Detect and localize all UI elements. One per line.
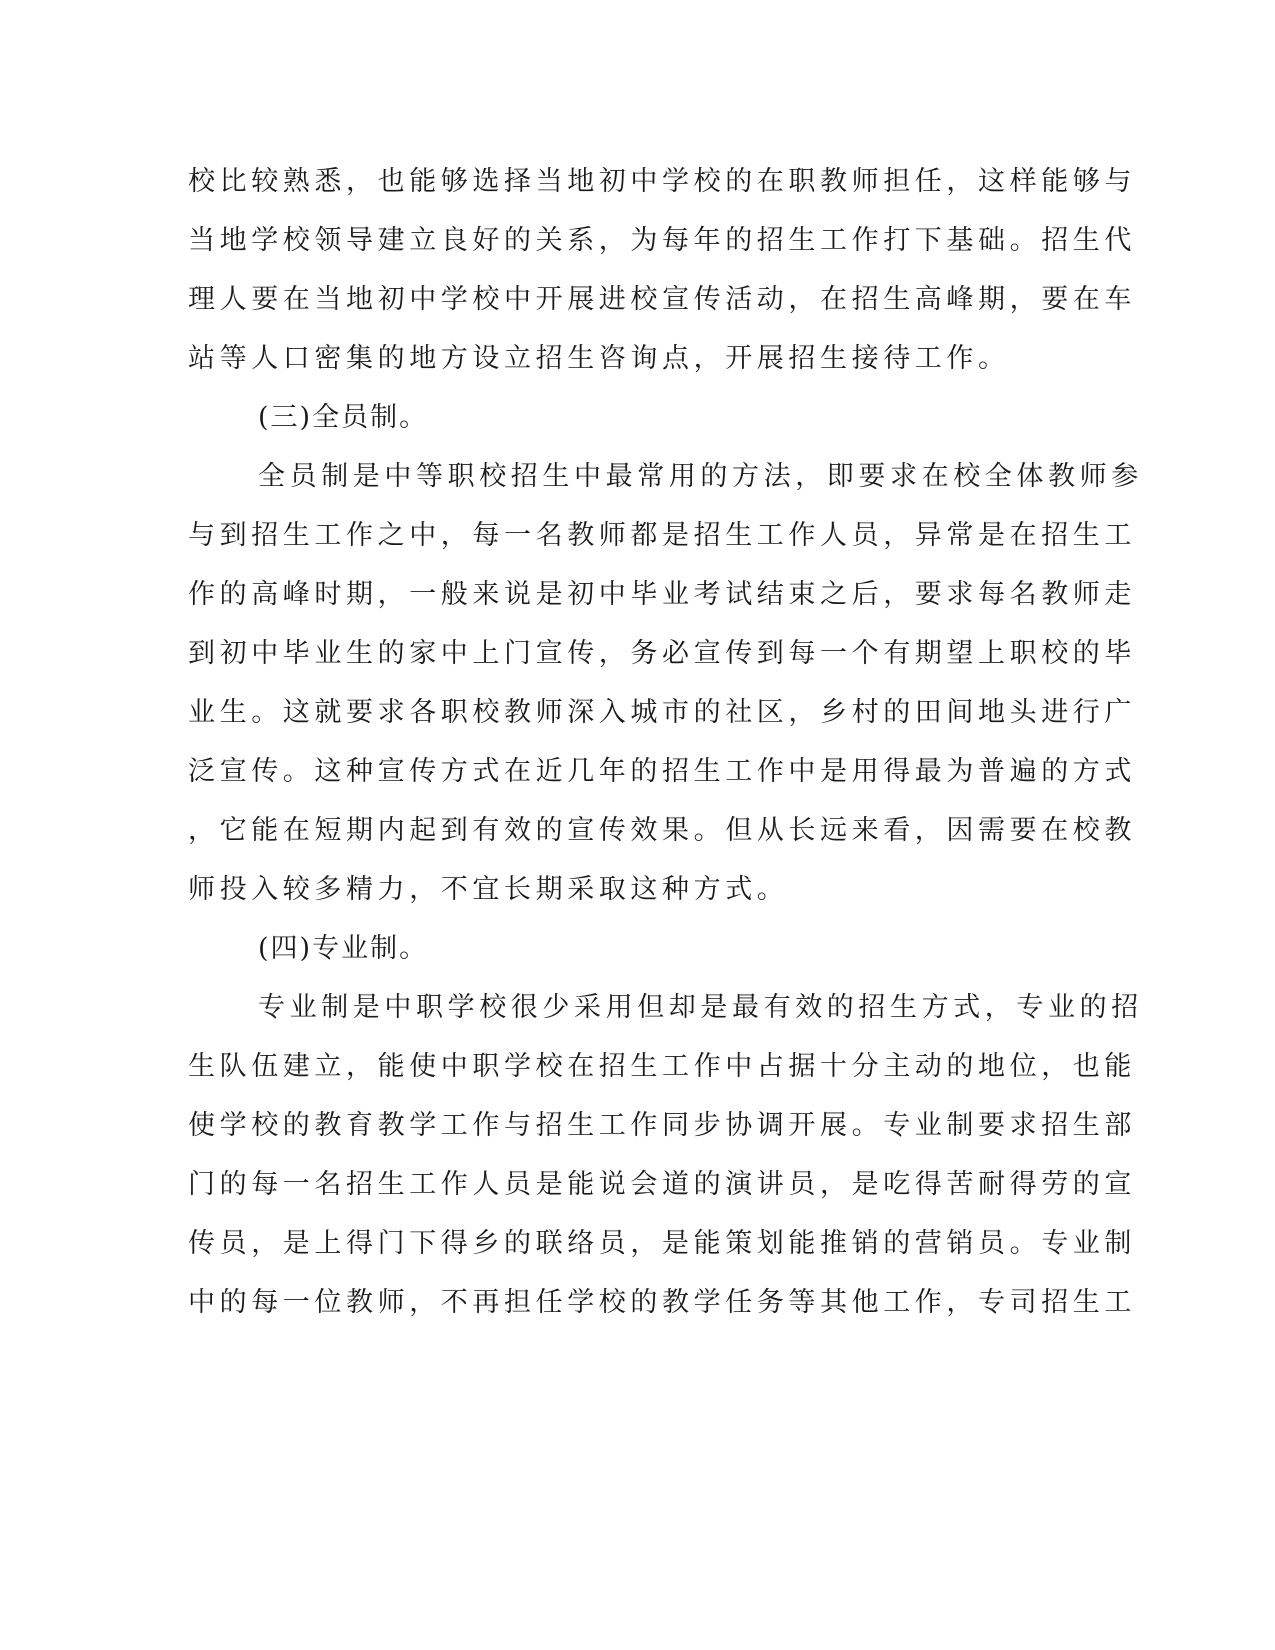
text-line: 门的每一名招生工作人员是能说会道的演讲员，是吃得苦耐得劳的宣 bbox=[188, 1169, 1136, 1200]
text-line: 传员，是上得门下得乡的联络员，是能策划能推销的营销员。专业制 bbox=[188, 1228, 1136, 1259]
text-line: 中的每一位教师，不再担任学校的教学任务等其他工作，专司招生工 bbox=[188, 1287, 1136, 1318]
text-line: 与到招生工作之中，每一名教师都是招生工作人员，异常是在招生工 bbox=[188, 520, 1136, 551]
text-line: 作的高峰时期，一般来说是初中毕业考试结束之后，要求每名教师走 bbox=[188, 579, 1136, 610]
text-line: 校比较熟悉，也能够选择当地初中学校的在职教师担任，这样能够与 bbox=[188, 166, 1136, 197]
section-heading: (三)全员制。 bbox=[258, 402, 429, 433]
text-line: 生队伍建立，能使中职学校在招生工作中占据十分主动的地位，也能 bbox=[188, 1051, 1136, 1082]
text-line: 到初中毕业生的家中上门宣传，务必宣传到每一个有期望上职校的毕 bbox=[188, 638, 1136, 669]
text-line: 全员制是中等职校招生中最常用的方法，即要求在校全体教师参 bbox=[258, 461, 1143, 492]
text-line: 当地学校领导建立良好的关系，为每年的招生工作打下基础。招生代 bbox=[188, 225, 1136, 256]
text-line: 站等人口密集的地方设立招生咨询点，开展招生接待工作。 bbox=[188, 343, 1010, 374]
text-line: 专业制是中职学校很少采用但却是最有效的招生方式，专业的招 bbox=[258, 992, 1143, 1023]
section-heading: (四)专业制。 bbox=[258, 933, 429, 964]
text-line: 师投入较多精力，不宜长期采取这种方式。 bbox=[188, 874, 789, 905]
text-line: 泛宣传。这种宣传方式在近几年的招生工作中是用得最为普遍的方式 bbox=[188, 756, 1136, 787]
text-line: ，它能在短期内起到有效的宣传效果。但从长远来看，因需要在校教 bbox=[188, 815, 1136, 846]
text-line: 使学校的教育教学工作与招生工作同步协调开展。专业制要求招生部 bbox=[188, 1110, 1136, 1141]
text-line: 业生。这就要求各职校教师深入城市的社区，乡村的田间地头进行广 bbox=[188, 697, 1136, 728]
text-line: 理人要在当地初中学校中开展进校宣传活动，在招生高峰期，要在车 bbox=[188, 284, 1136, 315]
